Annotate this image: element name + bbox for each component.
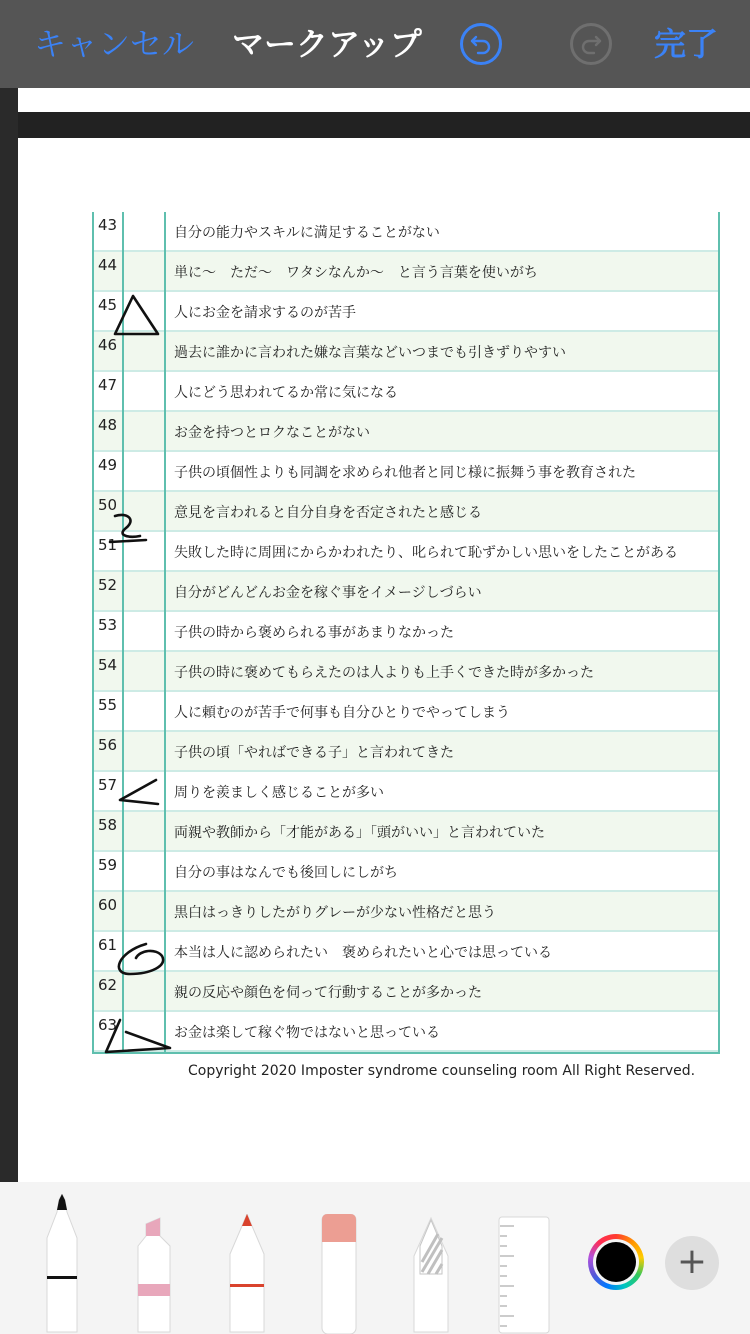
row-statement: 人に頼むのが苦手で何事も自分ひとりでやってしまう [174, 705, 510, 721]
row-number: 59 [98, 856, 118, 874]
row-number: 60 [98, 896, 118, 914]
row-statement: 意見を言われると自分自身を否定されたと感じる [174, 505, 482, 521]
copyright-text: Copyright 2020 Imposter syndrome counseling room All Right Reserved. [188, 1063, 696, 1079]
row-number: 53 [98, 616, 118, 634]
toolbar-title: マークアップ [232, 25, 422, 63]
triangle-mark-45 [115, 296, 158, 334]
row-number: 50 [98, 496, 118, 514]
row-number: 62 [98, 976, 118, 994]
row-statement: 単に〜 ただ〜 ワタシなんか〜 と言う言葉を使いがち [174, 265, 538, 281]
row-statement: 子供の時に褒めてもらえたのは人よりも上手くできた時が多かった [174, 665, 594, 681]
row-number: 55 [98, 696, 118, 714]
scribble-mark-50 [110, 515, 146, 542]
row-number: 57 [98, 776, 118, 794]
color-wheel-icon[interactable] [588, 1234, 644, 1290]
row-statement: 両親や教師から「才能がある」「頭がいい」と言われていた [174, 825, 545, 841]
lasso-tool-icon[interactable] [412, 1216, 450, 1334]
row-statement: お金は楽して稼ぐ物ではないと思っている [174, 1025, 440, 1041]
row-number: 45 [98, 296, 118, 314]
row-number: 46 [98, 336, 118, 354]
cancel-button[interactable]: キャンセル [34, 25, 195, 63]
row-number: 56 [98, 736, 118, 754]
handwritten-marks[interactable] [18, 88, 750, 1182]
markup-toolbar [0, 0, 750, 88]
ruler-tool-icon[interactable] [498, 1216, 550, 1334]
row-statement: 自分の事はなんでも後回しにしがち [174, 865, 398, 881]
row-number: 51 [98, 536, 118, 554]
row-statement: お金を持つとロクなことがない [174, 425, 370, 441]
selected-color-swatch [596, 1242, 636, 1282]
row-number: 54 [98, 656, 118, 674]
done-button[interactable]: 完了 [654, 25, 719, 63]
row-statement: 周りを羨ましく感じることが多い [174, 785, 384, 801]
row-statement: 親の反応や顔色を伺って行動することが多かった [174, 985, 482, 1001]
row-statement: 過去に誰かに言われた嫌な言葉などいつまでも引きずりやすい [174, 345, 566, 361]
tool-palette [0, 1182, 750, 1334]
undo-button[interactable] [460, 23, 502, 65]
row-number: 43 [98, 216, 118, 234]
highlighter-tool-icon[interactable] [136, 1214, 174, 1334]
row-number: 44 [98, 256, 118, 274]
row-statement: 黒白はっきりしたがりグレーが少ない性格だと思う [174, 905, 496, 921]
row-number: 61 [98, 936, 118, 954]
row-number: 52 [98, 576, 118, 594]
angle-mark-63 [106, 1020, 170, 1052]
undo-icon [469, 32, 493, 56]
row-statement: 本当は人に認められたい 褒められたいと心では思っている [174, 945, 552, 961]
row-statement: 失敗した時に周囲にからかわれたり、叱られて恥ずかしい思いをしたことがある [174, 545, 678, 561]
row-number: 48 [98, 416, 118, 434]
row-number: 49 [98, 456, 118, 474]
row-number: 47 [98, 376, 118, 394]
canvas-left-margin [0, 88, 18, 1182]
pencil-tool-icon[interactable] [228, 1214, 266, 1334]
eraser-tool-icon[interactable] [321, 1214, 357, 1334]
redo-button[interactable] [570, 23, 612, 65]
row-statement: 自分がどんどんお金を稼ぐ事をイメージしづらい [174, 585, 482, 601]
row-statement: 子供の頃個性よりも同調を求められ他者と同じ様に振舞う事を教育された [174, 465, 636, 481]
angle-mark-57 [120, 780, 158, 804]
row-statement: 自分の能力やスキルに満足することがない [174, 225, 440, 241]
row-statement: 人にお金を請求するのが苦手 [174, 305, 356, 321]
row-statement: 子供の時から褒められる事があまりなかった [174, 625, 454, 641]
row-number: 58 [98, 816, 118, 834]
redo-icon [579, 32, 603, 56]
plus-icon[interactable]: + [665, 1236, 719, 1290]
row-statement: 子供の頃「やればできる子」と言われてきた [174, 745, 454, 761]
row-statement: 人にどう思われてるか常に気になる [174, 385, 398, 401]
document-page[interactable] [18, 88, 750, 1182]
pen-tool-icon[interactable] [43, 1194, 81, 1334]
row-number: 63 [98, 1016, 118, 1034]
loop-mark-61 [119, 944, 163, 974]
